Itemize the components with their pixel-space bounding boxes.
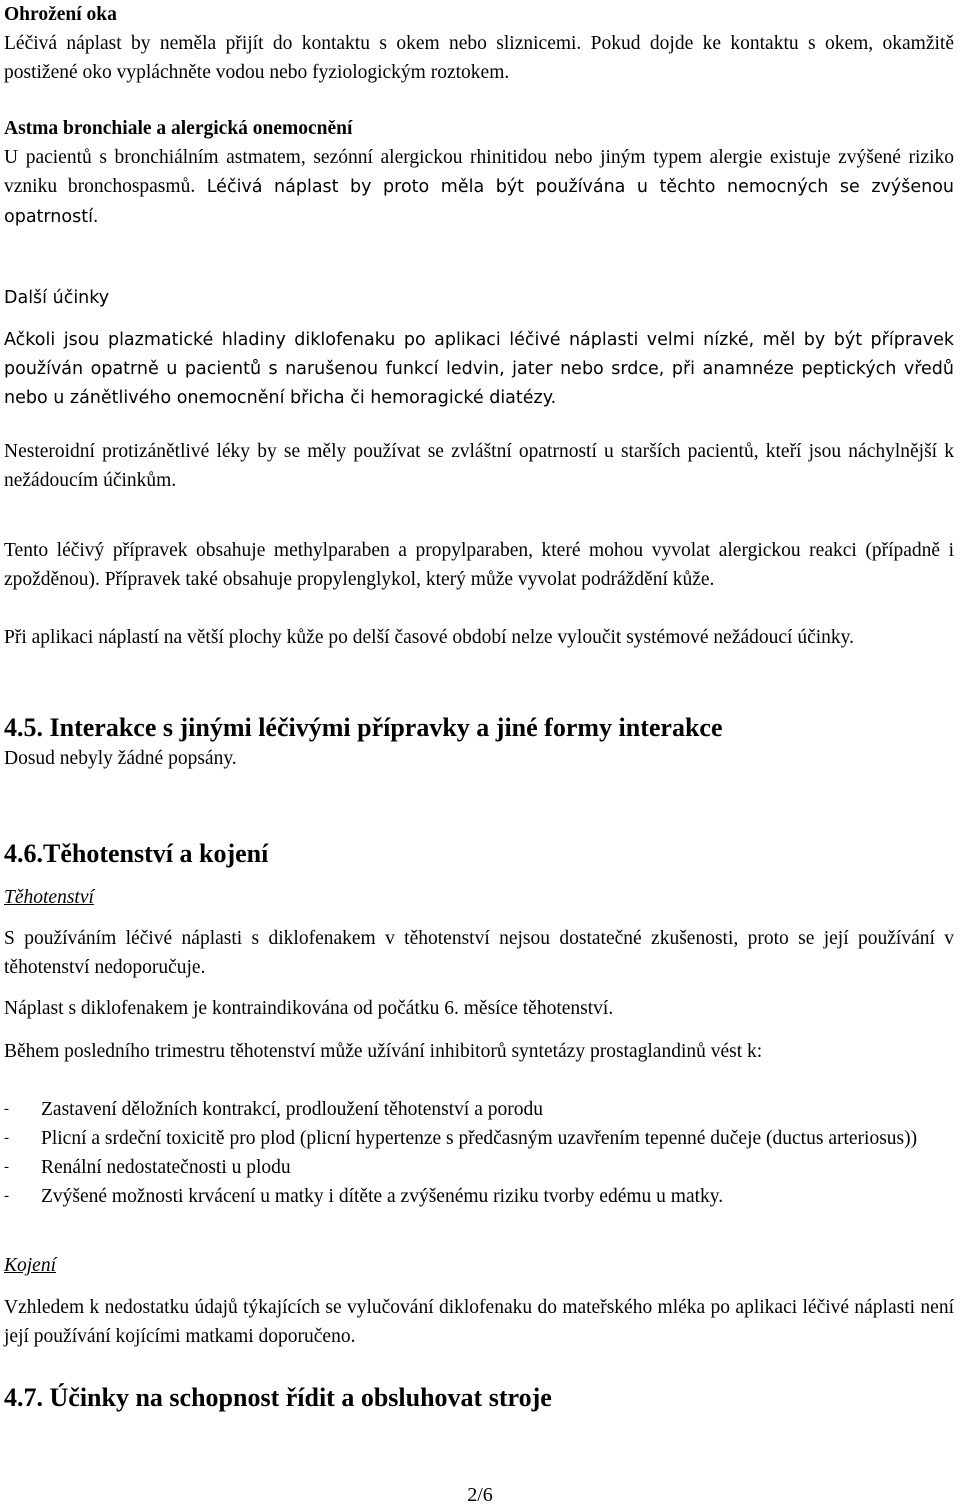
other-effects-p2: Nesteroidní protizánětlivé léky by se měly používat se zvláštní opatrností u starších pacientů, kteří jsou náchylnější k nežádoucím účinkům. (4, 441, 954, 491)
eye-section (4, 0, 954, 87)
list-item: - Plicní a srdeční toxicitě pro plod (plicní hypertenze s předčasným uzavřením tepenné dučeje (ductus arteriosus)) (4, 1124, 954, 1153)
excipients-p2: Při aplikaci náplastí na větší plochy kůže po delší časové období nelze vyloučit systémové nežádoucí účinky. (4, 627, 855, 648)
asthma-text-serif: U pacientů s bronchiálním astmatem, sezónní alergickou rhinitidou nebo jiným typem alergie existuje zvýšené riziko vzniku bronchospasmů. (4, 147, 954, 197)
pregnancy-p2: Náplast s diklofenakem je kontraindikována od počátku 6. měsíce těhotenství. (4, 998, 614, 1019)
eye-heading: Ohrožení oka (4, 4, 117, 25)
asthma-text-sans: Léčivá náplast by proto měla být používána u těchto nemocných se zvýšenou opatrností. (4, 177, 954, 227)
list-item: - Zvýšené možnosti krvácení u matky i dítěte a zvýšenému riziku tvorby edému u matky. (4, 1182, 954, 1211)
pregnancy-bullets (4, 1095, 954, 1211)
section-4-5 (4, 712, 954, 773)
asthma-heading: Astma bronchiale a alergická onemocnění (4, 118, 353, 139)
section-4-5-text: Dosud nebyly žádné popsány. (4, 748, 237, 769)
section-4-5-heading: 4.5. Interakce s jinými léčivými přípravky a jiné formy interakce (4, 713, 723, 742)
other-effects-heading: Další účinky (4, 288, 110, 308)
section-4-7 (4, 1382, 954, 1414)
section-4-6-heading (4, 838, 954, 870)
pregnancy-label-text: Těhotenství (4, 887, 94, 908)
lactation-label-text: Kojení (4, 1255, 56, 1276)
pregnancy-label (4, 883, 954, 912)
list-item: - Renální nedostatečnosti u plodu (4, 1153, 954, 1182)
lactation-text: Vzhledem k nedostatku údajů týkajících se vylučování diklofenaku do mateřského mléka po aplikaci léčivé náplasti není její používání kojícími matkami doporučeno. (4, 1297, 954, 1347)
asthma-text (4, 143, 954, 232)
pregnancy-p1: S používáním léčivé náplasti s diklofenakem v těhotenství nejsou dostatečné zkušenosti, proto se její používání v těhotenství nedoporučuje. (4, 928, 954, 978)
section-4-7-heading: 4.7. Účinky na schopnost řídit a obsluhovat stroje (4, 1383, 552, 1412)
asthma-section (4, 114, 954, 232)
other-effects-p1: Ačkoli jsou plazmatické hladiny diklofenaku po aplikaci léčivé náplasti velmi nízké, měl by být přípravek používán opatrně u pacientů s narušenou funkcí ledvin, jater nebo srdce, při anamnéze peptických vředů nebo u zánětlivého onemocnění břicha či hemoragické diatézy. (4, 330, 954, 408)
section-4-6-title: 4.6.Těhotenství a kojení (4, 839, 269, 868)
excipients-p1: Tento léčivý přípravek obsahuje methylparaben a propylparaben, které mohou vyvolat alergickou reakci (případně i zpožděnou). Přípravek také obsahuje propylenglykol, který může vyvolat podráždění kůže. (4, 540, 954, 590)
lactation-label (4, 1251, 954, 1280)
list-item: - Zastavení děložních kontrakcí, prodloužení těhotenství a porodu (4, 1095, 954, 1124)
pregnancy-p3: Během posledního trimestru těhotenství může užívání inhibitorů syntetázy prostaglandinů vést k: (4, 1041, 763, 1062)
eye-text: Léčivá náplast by neměla přijít do kontaktu s okem nebo sliznicemi. Pokud dojde ke kontaktu s okem, okamžitě postižené oko vypláchněte vodou nebo fyziologickým roztokem. (4, 33, 954, 83)
page-number: 2/6 (467, 1484, 493, 1506)
